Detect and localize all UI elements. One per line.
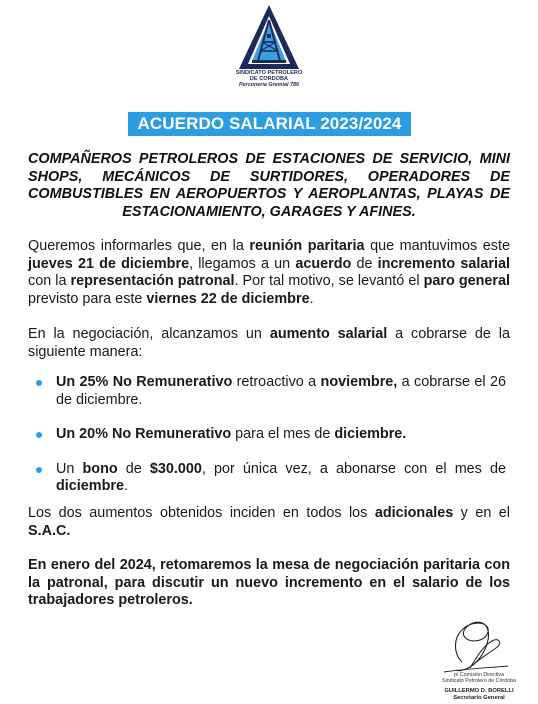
bold-text: S.A.C.	[28, 522, 71, 539]
bold-text: acuerdo	[295, 255, 352, 272]
bold-text: diciembre.	[334, 426, 407, 443]
text: .	[123, 478, 128, 495]
title-banner: ACUERDO SALARIAL 2023/2024	[128, 112, 411, 136]
text: con la	[28, 273, 71, 290]
bold-text: Un 25% No Remunerativo	[56, 374, 233, 390]
oil-derrick-triangle-logo-icon	[238, 4, 300, 70]
list-item	[36, 426, 506, 444]
bold-text: noviembre,	[320, 374, 398, 390]
bold-text: reunión paritaria	[249, 238, 365, 254]
text: y en el	[453, 505, 510, 521]
signatory-title: Secretario General	[453, 695, 505, 701]
bold-text: jueves 21 de diciembre	[28, 255, 190, 272]
paragraph-adicionales	[28, 505, 510, 540]
bold-text: aumento salarial	[269, 326, 388, 342]
text: Un	[56, 460, 83, 477]
bold-text: representación patronal	[70, 273, 235, 290]
text: .	[309, 290, 314, 307]
paragraph-announcement	[28, 238, 510, 308]
signature-role: p/ Comisión Directiva	[453, 672, 505, 678]
text: de	[117, 460, 150, 477]
text: que mantuvimos este	[364, 238, 511, 254]
bullet-dot-icon	[36, 467, 42, 473]
text: para el mes de	[231, 426, 335, 443]
bold-text: incremento salarial	[377, 255, 510, 272]
text: , llegamos a un	[189, 255, 296, 272]
logo-personeria: Personería Gremial 786	[239, 82, 299, 89]
text: Los dos aumentos obtenidos inciden en todos los	[28, 505, 375, 521]
signature-block	[424, 614, 534, 704]
heading-recipients: COMPAÑEROS PETROLEROS DE ESTACIONES DE SERVICIO, MINI SHOPS, MECÁNICOS DE SURTIDORES, OPERADORES DE COMBUSTIBLES EN AEROPUERTOS Y AEROPLANTAS, PLAYAS DE ESTACIONAMIENTO, GARAGES Y AFINES.	[28, 151, 510, 220]
text: previsto para este	[28, 290, 147, 307]
signature-organization: Sindicato Petrolero de Córdoba	[442, 678, 516, 684]
bold-text: $30.000	[149, 460, 202, 477]
bullet-dot-icon	[36, 380, 42, 386]
text: de	[351, 255, 378, 272]
logo-text-line2: DE CORDOBA	[249, 76, 289, 83]
bold-text: bono	[82, 460, 118, 477]
logo-text-line1: SINDICATO PETROLERO	[235, 70, 303, 76]
list-item	[36, 461, 506, 496]
list-item	[36, 374, 506, 409]
text: retroactivo a	[232, 374, 321, 390]
bullet-dot-icon	[36, 432, 42, 438]
signatory-name: GUILLERMO D. BORELLI	[444, 688, 514, 694]
bold-text: paro general	[423, 273, 511, 290]
bold-text: adicionales	[374, 505, 454, 521]
text: . Por tal motivo, se levantó el	[234, 273, 424, 290]
text: a cobrarse de la siguiente manera:	[28, 326, 510, 360]
handwritten-signature-icon	[424, 614, 534, 676]
bold-text: Un 20% No Remunerativo	[56, 426, 232, 443]
bold-text: diciembre	[56, 478, 124, 495]
paragraph-negotiation	[28, 326, 510, 361]
paragraph-closing: En enero del 2024, retomaremos la mesa de negociación paritaria con la patronal, para discutir un nuevo incremento en el salario de los trabajadores petroleros.	[28, 557, 510, 609]
text: a cobrarse el 26 de diciembre.	[56, 374, 506, 408]
increase-list	[36, 374, 506, 496]
text: Queremos informarles que, en la	[28, 238, 250, 254]
text: En la negociación, alcanzamos un	[28, 326, 270, 342]
text: , por única vez, a abonarse con el mes de	[201, 460, 506, 477]
bold-text: viernes 22 de diciembre	[146, 290, 310, 307]
union-logo	[0, 4, 538, 89]
